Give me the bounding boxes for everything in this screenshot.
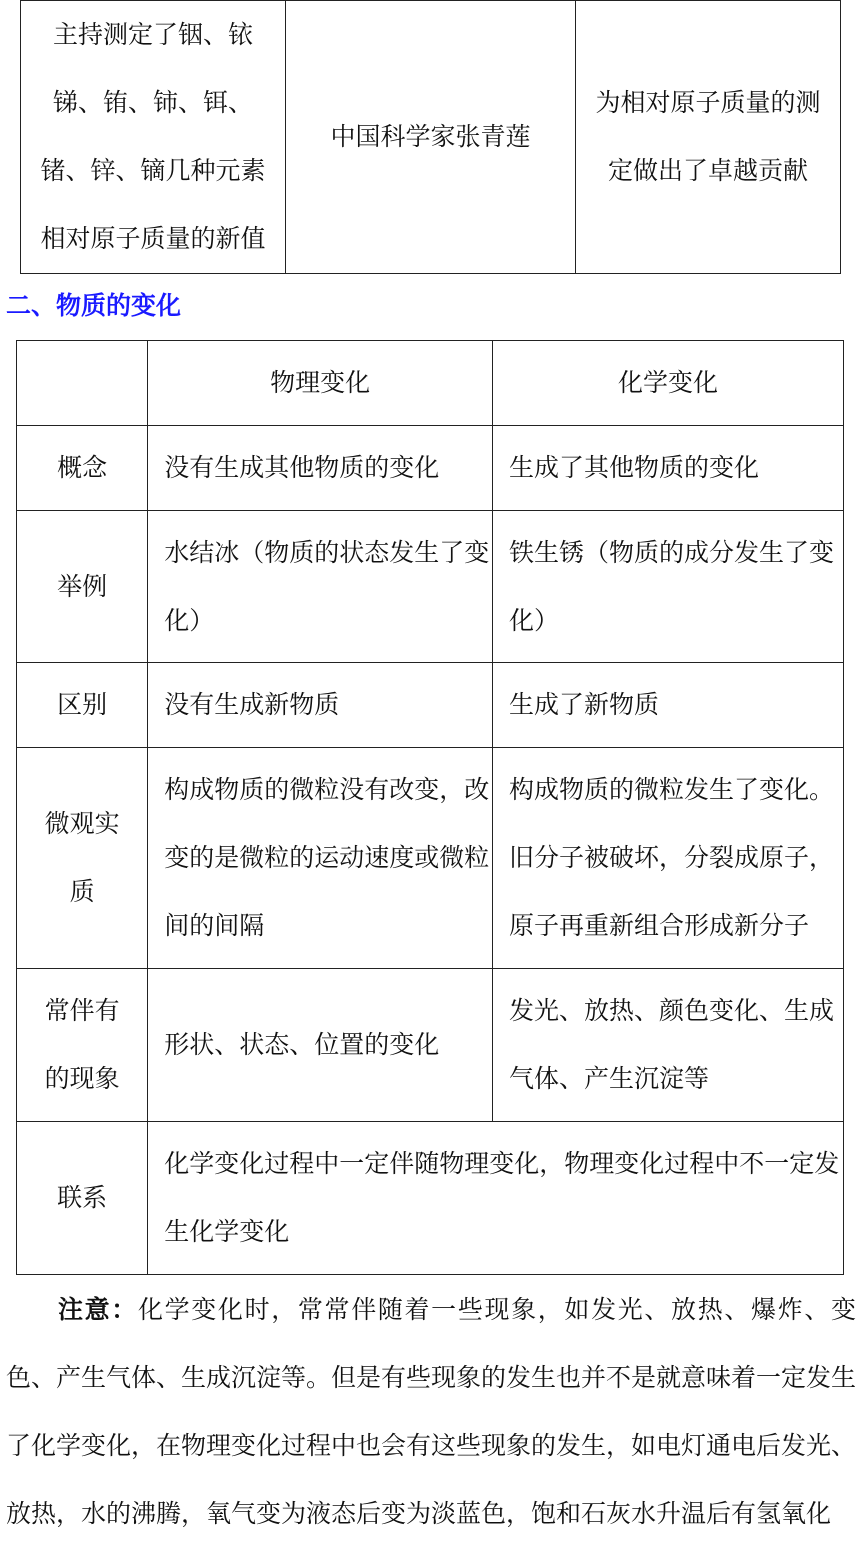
chemical-difference-cell: 生成了新物质 <box>493 663 844 748</box>
chemical-phenomena-cell: 发光、放热、颜色变化、生成气体、产生沉淀等 <box>493 969 844 1122</box>
header-blank-cell <box>17 341 148 426</box>
table-header-row <box>17 341 844 426</box>
section-heading: 二、物质的变化 <box>6 291 182 320</box>
table-row <box>17 511 844 663</box>
phenomena-label-text: 常伴有的现象 <box>44 996 120 1093</box>
physical-phenomena-cell: 形状、状态、位置的变化 <box>148 969 493 1122</box>
chemical-micro-cell: 构成物质的微粒发生了变化。旧分子被破坏，分裂成原子，原子再重新组合形成新分子 <box>493 748 844 969</box>
row-label-concept: 概念 <box>17 426 148 511</box>
note-label: 注意： <box>58 1295 138 1324</box>
physical-difference-cell: 没有生成新物质 <box>148 663 493 748</box>
note-text: 化学变化时，常常伴随着一些现象，如发光、放热、爆炸、变色、产生气体、生成沉淀等。但是有些现象的发生也并不是就意味着一定发生了化学变化，在物理变化过程中也会有这些现象的发生，如电灯通电后发光、放热，水的沸腾，氧气变为液态后变为淡蓝色，饱和石灰水升温后有氢氧化 <box>6 1295 857 1528</box>
physical-concept-cell: 没有生成其他物质的变化 <box>148 426 493 511</box>
scientist-table <box>20 0 841 274</box>
significance-cell <box>576 1 841 274</box>
change-comparison-table <box>16 340 844 1275</box>
table-row <box>21 1 841 274</box>
row-label-relation: 联系 <box>17 1122 148 1275</box>
table-row <box>17 1122 844 1275</box>
table-row <box>17 426 844 511</box>
person-cell <box>286 1 576 274</box>
row-label-phenomena <box>17 969 148 1122</box>
table-row <box>17 969 844 1122</box>
physical-example-cell: 水结冰（物质的状态发生了变化） <box>148 511 493 663</box>
significance-text: 为相对原子质量的测定做出了卓越贡献 <box>595 88 821 185</box>
row-label-example: 举例 <box>17 511 148 663</box>
micro-essence-label-text: 微观实质 <box>44 809 120 906</box>
row-label-micro-essence <box>17 748 148 969</box>
table-row <box>17 663 844 748</box>
achievement-text: 主持测定了铟、铱锑、铕、铈、铒、锗、锌、镝几种元素相对原子质量的新值 <box>40 20 266 253</box>
physical-micro-cell: 构成物质的微粒没有改变，改变的是微粒的运动速度或微粒间的间隔 <box>148 748 493 969</box>
relation-cell: 化学变化过程中一定伴随物理变化，物理变化过程中不一定发生化学变化 <box>148 1122 844 1275</box>
row-label-difference: 区别 <box>17 663 148 748</box>
achievement-cell <box>21 1 286 274</box>
chemical-concept-cell: 生成了其他物质的变化 <box>493 426 844 511</box>
chemical-example-cell: 铁生锈（物质的成分发生了变化） <box>493 511 844 663</box>
header-physical-change: 物理变化 <box>148 341 493 426</box>
person-text: 中国科学家张青莲 <box>330 122 531 151</box>
note-paragraph <box>6 1276 856 1548</box>
header-chemical-change: 化学变化 <box>493 341 844 426</box>
table-row <box>17 748 844 969</box>
